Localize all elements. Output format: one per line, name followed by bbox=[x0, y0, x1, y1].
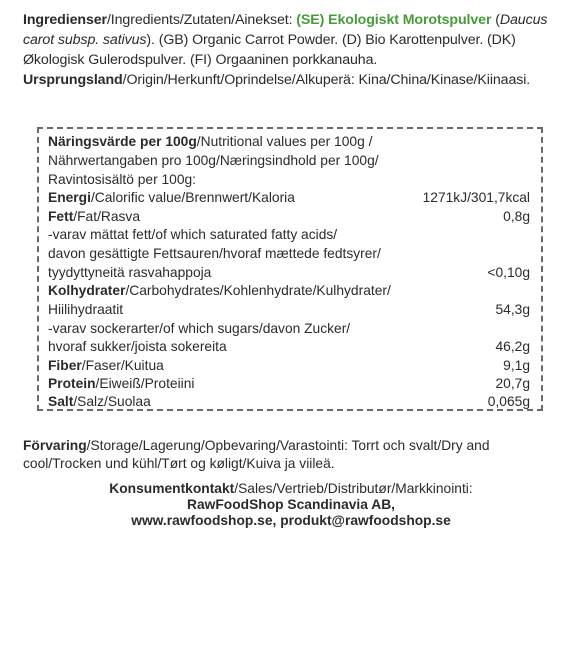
sugars-line-2: hvoraf sukker/joista sokereita bbox=[48, 339, 227, 354]
latin-name: Daucus carot subsp. sativus bbox=[23, 12, 548, 48]
sugars-row bbox=[48, 337, 530, 356]
protein-label-translations: /Eiweiß/Proteiini bbox=[95, 376, 195, 391]
contact-web-email: www.rawfoodshop.se, produkt@rawfoodshop.se bbox=[131, 513, 451, 528]
saturated-fat-line-3: tyydyttyneitä rasvahappoja bbox=[48, 265, 212, 280]
sugars-line-1: -varav sockerarter/of which sugars/davon Zucker/ bbox=[48, 321, 351, 336]
saturated-fat-value: <0,10g bbox=[487, 265, 530, 280]
contact-section bbox=[0, 481, 582, 529]
salt-label-translations: /Salz/Suolaa bbox=[73, 394, 151, 409]
nutrition-header-line-1 bbox=[48, 132, 530, 151]
saturated-fat-line-1: -varav mättat fett/of which saturated fatty acids/ bbox=[48, 227, 338, 242]
protein-value: 20,7g bbox=[495, 376, 530, 391]
carbohydrates-label: Kolhydrater bbox=[48, 283, 126, 298]
origin-heading: Ursprungsland bbox=[23, 72, 123, 88]
fat-row bbox=[48, 207, 530, 226]
origin-text: /Origin/Herkunft/Oprindelse/Alkuperä: Kina/China/Kinase/Kiinaasi. bbox=[122, 72, 531, 88]
fiber-row bbox=[48, 356, 530, 375]
contact-heading-line bbox=[0, 481, 582, 497]
nutrition-header-line-2: Nährwertangaben pro 100g/Næringsindhold per 100g/ bbox=[48, 153, 379, 168]
storage-heading: Förvaring bbox=[23, 438, 87, 453]
carbohydrates-line-2: Hiilihydraatit bbox=[48, 302, 124, 317]
carbohydrates-row bbox=[48, 281, 530, 300]
fat-label: Fett bbox=[48, 209, 74, 224]
contact-company: RawFoodShop Scandinavia AB, bbox=[187, 497, 395, 512]
fat-value: 0,8g bbox=[503, 209, 530, 224]
sugars-value: 46,2g bbox=[495, 339, 530, 354]
ingredients-heading-translations: /Ingredients/Zutaten/Ainekset: bbox=[106, 12, 297, 28]
nutrition-table bbox=[37, 127, 543, 411]
carbohydrates-row-2 bbox=[48, 300, 530, 319]
salt-value: 0,065g bbox=[487, 394, 530, 409]
fiber-value: 9,1g bbox=[503, 358, 530, 373]
carbohydrates-label-translations: /Carbohydrates/Kohlenhydrate/Kulhydrater/ bbox=[125, 283, 391, 298]
fat-label-translations: /Fat/Rasva bbox=[73, 209, 141, 224]
energy-label-translations: /Calorific value/Brennwert/Kaloria bbox=[90, 190, 295, 205]
salt-label: Salt bbox=[48, 394, 74, 409]
energy-row bbox=[48, 188, 530, 207]
salt-row bbox=[48, 392, 530, 411]
saturated-fat-line-2: davon gesättigte Fettsauren/hvoraf mættede fedtsyrer/ bbox=[48, 246, 381, 261]
storage-text: /Storage/Lagerung/Opbevaring/Varastointi: Torrt och svalt/Dry and cool/Trocken und kühl/Tørt og køligt/Kuiva ja viileä. bbox=[23, 438, 490, 471]
nutrition-header: Näringsvärde per 100g bbox=[48, 134, 197, 149]
energy-label: Energi bbox=[48, 190, 91, 205]
protein-row bbox=[48, 374, 530, 393]
contact-heading-translations: /Sales/Vertrieb/Distributør/Markkinointi: bbox=[234, 481, 473, 496]
saturated-fat-row bbox=[48, 263, 530, 282]
ingredients-section: Ingredienser/Ingredients/Zutaten/Ainekset: (SE) Ekologiskt Morotspulver (Daucus carot subsp. sativus). (GB) Organic Carrot Powder. (D) Bio Karottenpulver. (DK) Økologisk Gulerodspulver. (FI) Orgaaninen porkkanauha. Ursprungsland/Origin/Herkunft/Oprindelse/Alkuperä: Kina/China/Kinase/Kiinaasi. bbox=[23, 12, 548, 88]
protein-label: Protein bbox=[48, 376, 96, 391]
fiber-label: Fiber bbox=[48, 358, 82, 373]
contact-heading: Konsumentkontakt bbox=[109, 481, 235, 496]
nutrition-header-line-3: Ravintosisältö per 100g: bbox=[48, 172, 197, 187]
ingredients-heading: Ingredienser bbox=[23, 12, 107, 28]
storage-section bbox=[23, 437, 563, 473]
energy-value: 1271kJ/301,7kcal bbox=[422, 190, 530, 205]
carbohydrates-value: 54,3g bbox=[495, 302, 530, 317]
product-name-translations: (GB) Organic Carrot Powder. (D) Bio Karottenpulver. (DK) Økologisk Gulerodspulver. (FI) Orgaaninen porkkanauha. bbox=[23, 32, 516, 68]
fiber-label-translations: /Faser/Kuitua bbox=[81, 358, 164, 373]
product-name-swedish: (SE) Ekologiskt Morotspulver bbox=[296, 12, 492, 28]
nutrition-header-translation: /Nutritional values per 100g / bbox=[196, 134, 373, 149]
